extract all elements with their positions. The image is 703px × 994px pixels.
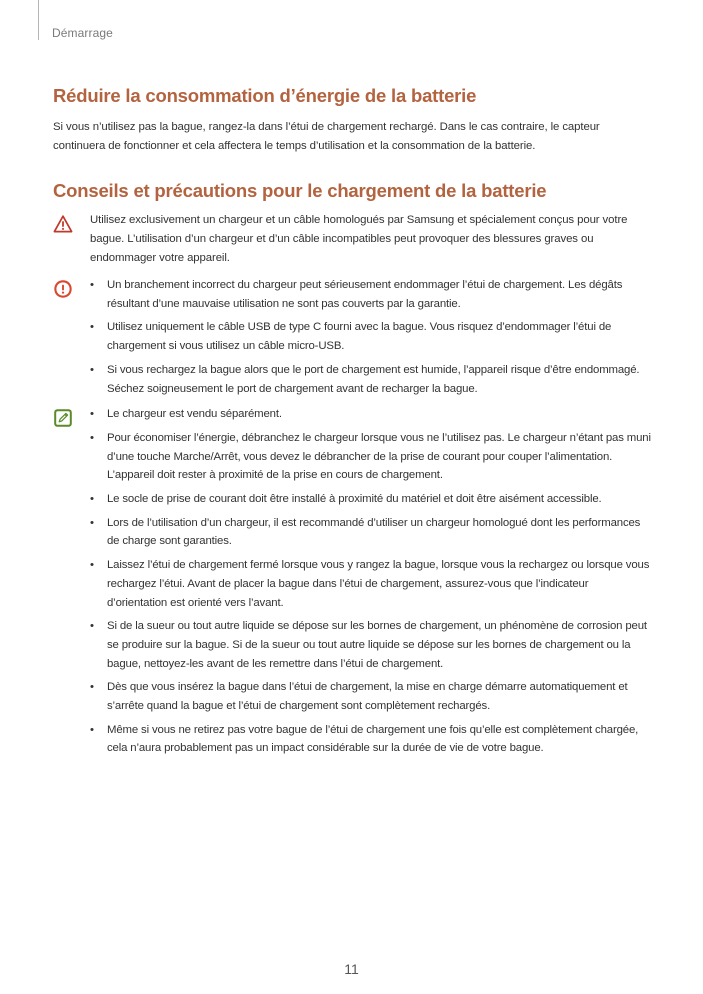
bullet-icon: • [90,408,94,421]
caution-list-item: • Utilisez uniquement le câble USB de type C fourni avec la bague. Vous risquez d’endommager l’étui de chargement si vous utilisez un câble micro-USB. [90,318,651,355]
bullet-icon: • [90,620,94,633]
notice-list-item: • Laissez l’étui de chargement fermé lorsque vous y rangez la bague, lorsque vous la rechargez ou lorsque vous rechargez l’étui. Avant de placer la bague dans l’étui de chargement, assurez-vous que l’indicateur d’orientation est orienté vers l’avant. [90,556,651,612]
bullet-icon: • [90,681,94,694]
section-title-charging-tips: Conseils et précautions pour le chargement de la batterie [53,180,547,201]
bullet-icon: • [90,279,94,291]
bullet-icon: • [90,363,94,376]
notice-list-item: • Pour économiser l’énergie, débranchez le chargeur lorsque vous ne l’utilisez pas. Le chargeur n’étant pas muni d’une touche Marche/Arrêt, vous devez le débrancher de la prise de courant pour couper l’alimentation. L’appareil doit rester à proximité de la prise en cours de chargement. [90,429,651,485]
bullet-icon: • [90,559,94,572]
notice-note [53,405,651,758]
notice-list-item: • Si de la sueur ou tout autre liquide se dépose sur les bornes de chargement, un phénomène de corrosion peut se produire sur la bague. Si de la sueur ou tout autre liquide se dépose sur les bornes de chargement ou la bague, nettoyez-les avant de les remettre dans l’étui de chargement. [90,617,651,673]
page-number: 11 [344,961,359,977]
page-content [53,84,651,763]
bullet-icon: • [90,516,94,529]
notice-list-item: • Le socle de prise de courant doit être installé à proximité du matériel et doit être aisément accessible. [90,490,651,509]
note-pencil-icon [53,408,73,428]
notice-list-item: • Lors de l’utilisation d’un chargeur, il est recommandé d’utiliser un chargeur homologué dont les performances de charge sont garanties. [90,514,651,551]
header-divider [38,0,39,40]
notice-list-item: • Dès que vous insérez la bague dans l’étui de chargement, la mise en charge démarre automatiquement et s’arrête quand la bague et l’étui de chargement sont complètement rechargés. [90,678,651,715]
caution-circle-icon [53,279,73,299]
section-title-battery-consumption: Réduire la consommation d’énergie de la batterie [53,85,477,106]
header-label: Démarrage [52,26,113,40]
caution-note [53,276,651,398]
warning-text: Utilisez exclusivement un chargeur et un câble homologués par Samsung et spécialement conçus pour votre bague. L’utilisation d’un chargeur et d’un câble incompatibles peut provoquer des blessures graves ou endommager votre appareil. [90,214,628,264]
caution-list-item: • Si vous rechargez la bague alors que le port de chargement est humide, l’appareil risque d’être endommagé. Séchez soigneusement le port de chargement avant de recharger la bague. [90,361,651,398]
warning-note [53,211,651,268]
bullet-icon: • [90,723,94,736]
caution-list-item: • Un branchement incorrect du chargeur peut sérieusement endommager l’étui de chargement. Les dégâts résultant d’une mauvaise utilisation ne sont pas couverts par la garantie. [90,276,651,313]
section-body-battery-consumption: Si vous n’utilisez pas la bague, rangez-la dans l’étui de chargement rechargé. Dans le cas contraire, le capteur continuera de fonctionner et cela affectera le temps d’utilisation et la consommation de la batterie. [53,121,600,152]
bullet-icon: • [90,431,94,444]
warning-triangle-icon [53,214,73,234]
bullet-icon: • [90,493,94,506]
notice-list-item: • Même si vous ne retirez pas votre bague de l’étui de chargement une fois qu’elle est complètement chargée, cela n’aura probablement pas un impact considérable sur la durée de vie de votre bague. [90,721,651,758]
notice-list-item: • Le chargeur est vendu séparément. [90,405,651,424]
bullet-icon: • [90,321,94,334]
